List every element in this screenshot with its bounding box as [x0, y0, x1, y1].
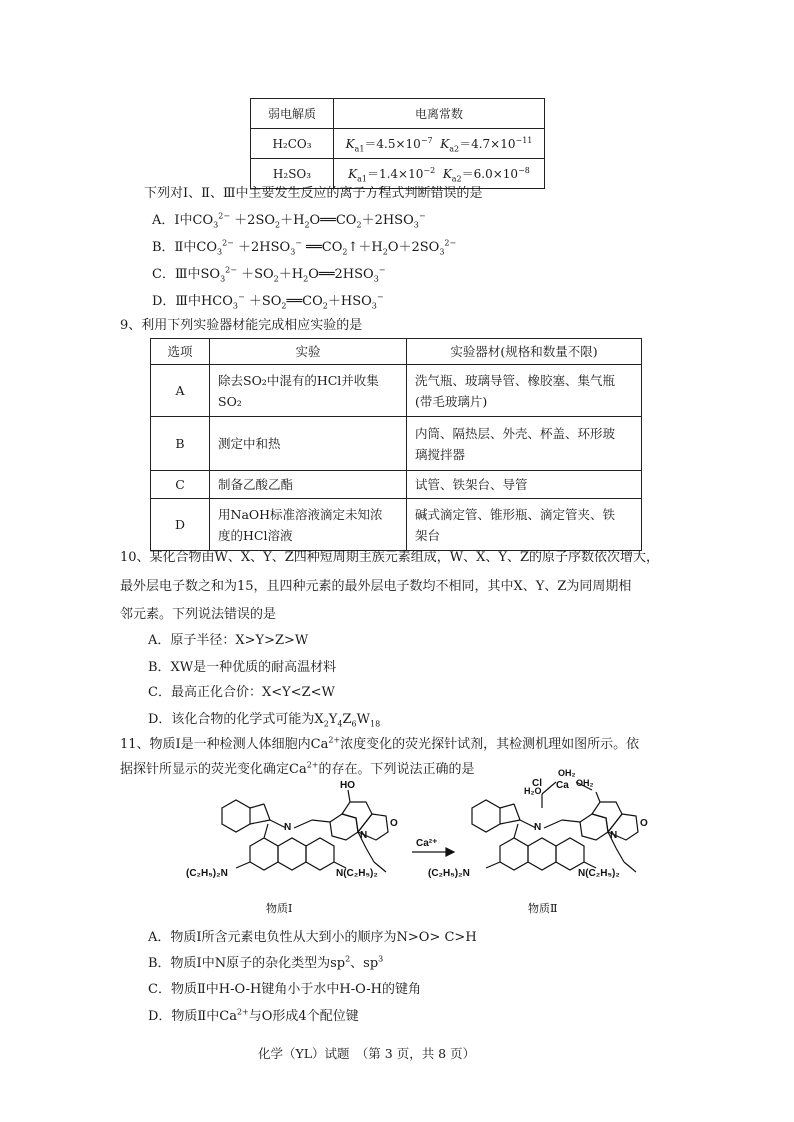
oh2-label: OH₂	[558, 768, 576, 778]
experiment-table	[150, 338, 642, 551]
option-11b: B．物质Ⅰ中N原子的杂化类型为$sp^2$、$sp^3$	[148, 954, 384, 971]
option-11a: A．物质Ⅰ所含元素电负性从大到小的顺序为N>O> C>H	[148, 930, 477, 945]
table-header: 弱电解质	[251, 99, 334, 129]
table-cell: D	[151, 499, 210, 551]
o-label: O	[390, 818, 398, 829]
table-cell: 试管、铁架台、导管	[407, 471, 642, 499]
table-row	[151, 365, 642, 417]
amine-left-label: (C₂H₅)₂N	[428, 868, 470, 879]
option-8c: C．Ⅲ中$SO_3^{2-}$ $+SO_2+H_2O══2HSO_3^-$	[152, 265, 386, 284]
table-cell: B	[151, 417, 210, 471]
question-10-line-1: 10、某化合物由W、X、Y、Z四种短周期主族元素组成，W、X、Y、Z的原子序数依次增大，	[120, 550, 660, 565]
table-header: 实验	[210, 339, 407, 365]
table-row	[151, 417, 642, 471]
option-8a: A．Ⅰ中$CO_3^{2-}$ $+2SO_2+H_2O══CO_2+2HSO_3^-$	[152, 211, 426, 230]
reaction-figure	[180, 768, 650, 925]
table-cell: 测定中和热	[210, 417, 407, 471]
question-10-line-2: 最外层电子数之和为15，且四种元素的最外层电子数均不相同，其中X、Y、Z为同周期相	[120, 579, 632, 594]
n-label: N	[360, 830, 368, 841]
table-cell: C	[151, 471, 210, 499]
n-label: N	[534, 822, 542, 833]
table-cell: 碱式滴定管、锥形瓶、滴定管夹、铁 架台	[407, 499, 642, 551]
molecule-2-label: 物质Ⅱ	[528, 902, 558, 915]
amine-right-label: N(C₂H₅)₂	[336, 868, 378, 879]
table-cell: 用NaOH标准溶液滴定未知浓 度的HCl溶液	[210, 499, 407, 551]
option-10d: D．该化合物的化学式可能为$X_2Y_4Z_6W_{18}$	[148, 712, 381, 729]
table-cell: 洗气瓶、玻璃导管、橡胶塞、集气瓶 (带毛玻璃片)	[407, 365, 642, 417]
question-9-stem: 9、利用下列实验器材能完成相应实验的是	[120, 318, 363, 333]
question-8-stem: 下列对Ⅰ、Ⅱ、Ⅲ中主要发生反应的离子方程式判断错误的是	[144, 186, 483, 201]
table-cell: 内筒、隔热层、外壳、杯盖、环形玻 璃搅拌器	[407, 417, 642, 471]
option-8b: B．Ⅱ中$CO_3^{2-} +2HSO_3^-$ $══CO_2↑+H_2O+2SO_3^{2-}$	[152, 238, 457, 257]
o-label: O	[640, 818, 648, 829]
ca-label: Ca	[556, 780, 569, 791]
table-cell: H₂SO₃	[251, 159, 334, 189]
table-header: 选项	[151, 339, 210, 365]
molecule-2-structure	[472, 782, 638, 872]
n-label: N	[284, 822, 292, 833]
option-8d: D．Ⅲ中$HCO_3^-$ $+SO_2══CO_2+HSO_3^-$	[152, 292, 384, 311]
cl-label: Cl	[532, 778, 542, 789]
oh2-label: OH₂	[576, 778, 594, 788]
option-10a: A．原子半径：X>Y>Z>W	[148, 633, 309, 648]
table-cell: $K_{a1}=1.4\times 10^{-2}$ $K_{a2}=6.0\times 10^{-8}$	[334, 159, 545, 189]
table-row	[151, 499, 642, 551]
table-cell: 制备乙酸乙酯	[210, 471, 407, 499]
table-cell: $K_{a1}=4.5\times 10^{-7}$ $K_{a2}=4.7\times 10^{-11}$	[334, 129, 545, 159]
ho-label: HO	[340, 780, 355, 791]
question-11-line-1: 11、物质Ⅰ是一种检测人体细胞内$Ca^{2+}$浓度变化的荧光探针试剂，其检测机理如图所示。依	[120, 735, 640, 752]
question-11-line-2: 据探针所显示的荧光变化确定$Ca^{2+}$的存在。下列说法正确的是	[120, 760, 475, 777]
amine-left-label: (C₂H₅)₂N	[186, 868, 228, 879]
option-11d: D．物质Ⅱ中$Ca^{2+}$与O形成4个配位键	[148, 1007, 359, 1024]
table-header: 电离常数	[334, 99, 545, 129]
page-footer: 化学（YL）试题 （第 3 页，共 8 页）	[258, 1046, 476, 1061]
table-header: 实验器材(规格和数量不限)	[407, 339, 642, 365]
arrow-label: Ca²⁺	[416, 838, 438, 849]
table-cell: H₂CO₃	[251, 129, 334, 159]
question-10-line-3: 邻元素。下列说法错误的是	[120, 607, 277, 622]
n-label: N	[610, 830, 618, 841]
table-cell: 除去SO₂中混有的HCl并收集 SO₂	[210, 365, 407, 417]
amine-right-label: N(C₂H₅)₂	[578, 868, 620, 879]
option-10b: B．XW是一种优质的耐高温材料	[148, 660, 337, 675]
table-cell: A	[151, 365, 210, 417]
h2o-label: H₂O	[524, 786, 542, 796]
ionization-constant-table	[250, 98, 545, 189]
table-row	[251, 129, 545, 159]
molecule-1-label: 物质Ⅰ	[266, 902, 293, 915]
table-row	[151, 471, 642, 499]
option-10c: C．最高正化合价：X<Y<Z<W	[148, 685, 335, 700]
option-11c: C．物质Ⅱ中H-O-H键角小于水中H-O-H的键角	[148, 982, 421, 997]
